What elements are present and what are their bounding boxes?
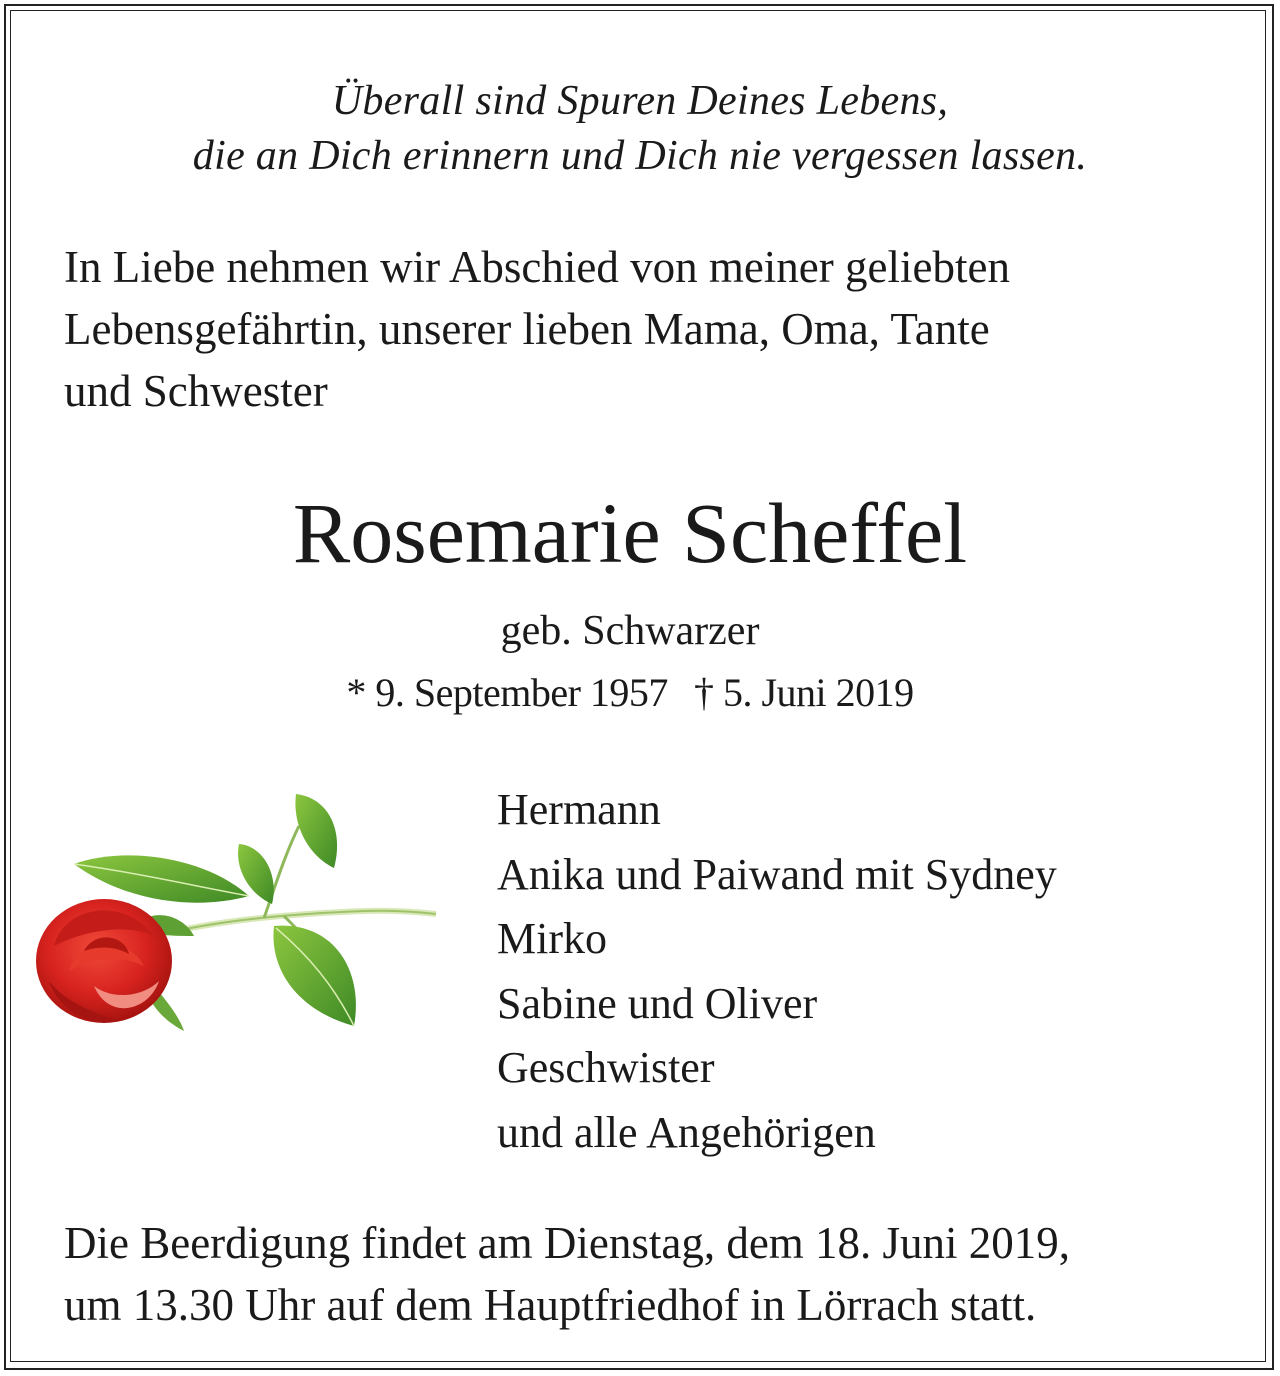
list-item: Anika und Paiwand mit Sydney [497, 849, 1057, 899]
list-item: Sabine und Oliver [497, 978, 818, 1028]
birth-date: * 9. September 1957 [346, 670, 668, 715]
motto-line-1: Überall sind Spuren Deines Lebens, [331, 78, 949, 124]
motto-line-2: die an Dich erinnern und Dich nie vergessen lassen. [192, 133, 1088, 179]
life-dates [0, 664, 1260, 722]
list-item: Mirko [497, 914, 607, 963]
funeral-line-2: um 13.30 Uhr auf dem Hauptfriedhof in Lörrach statt. [64, 1280, 1037, 1330]
intro-line-3: und Schwester [64, 366, 328, 416]
list-item: Hermann [497, 785, 661, 834]
red-rose-icon [34, 786, 438, 1038]
intro-line-1: In Liebe nehmen wir Abschied von meiner geliebten [64, 242, 1010, 292]
funeral-notice [64, 1212, 1070, 1336]
intro-line-2: Lebensgefährtin, unserer lieben Mama, Oma, Tante [64, 304, 990, 354]
death-date: † 5. Juni 2019 [693, 670, 914, 715]
deceased-name: Rosemarie Scheffel [292, 485, 968, 581]
intro-text [64, 236, 1204, 422]
motto-verse [0, 74, 1280, 184]
mourners-list [497, 778, 1057, 1165]
list-item: Geschwister [497, 1043, 715, 1092]
funeral-line-1: Die Beerdigung findet am Dienstag, dem 18. Juni 2019, [64, 1218, 1071, 1268]
maiden-name: geb. Schwarzer [500, 608, 760, 654]
list-item: und alle Angehörigen [497, 1107, 876, 1157]
